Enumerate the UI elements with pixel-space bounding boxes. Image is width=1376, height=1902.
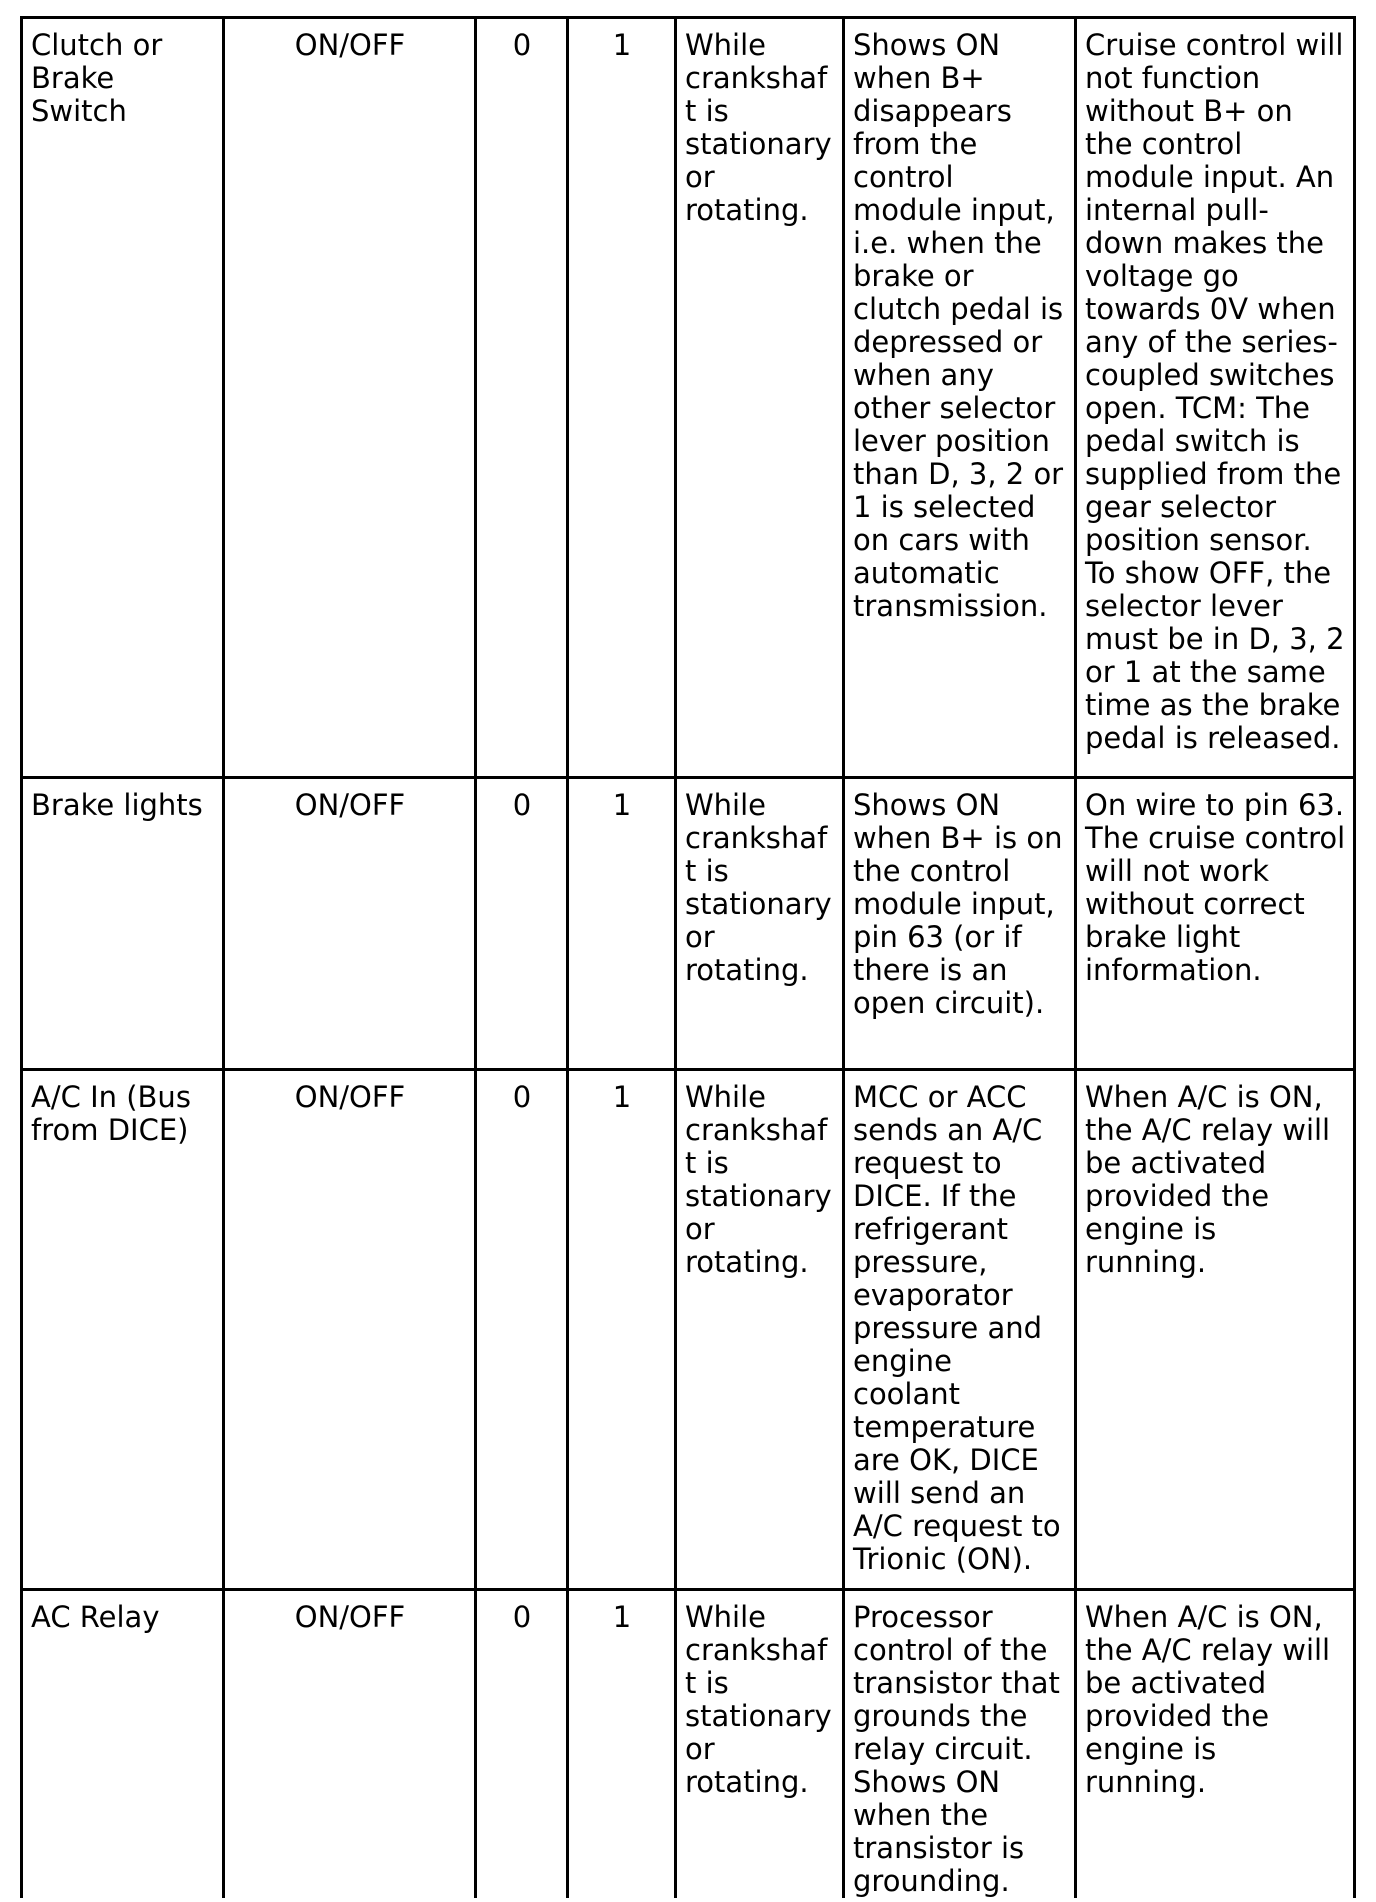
unit-cell: ON/OFF bbox=[224, 1070, 476, 1590]
parameter-name-cell: Brake lights bbox=[22, 778, 224, 1070]
max-value-cell: 1 bbox=[568, 1070, 676, 1590]
table-row bbox=[22, 1590, 1355, 1899]
document-page bbox=[20, 16, 1353, 1896]
condition-cell: While crankshaft is stationary or rotating. bbox=[676, 1590, 844, 1899]
note-cell: On wire to pin 63. The cruise control will not work without correct brake light information. bbox=[1076, 778, 1355, 1070]
condition-cell: While crankshaft is stationary or rotating. bbox=[676, 778, 844, 1070]
unit-cell: ON/OFF bbox=[224, 18, 476, 778]
note-cell: Cruise control will not function without B+ on the control module input. An internal pull-down makes the voltage go towards 0V when any of the series-coupled switches open. TCM: The pedal switch is supplied from the gear selector position sensor. To show OFF, the selector lever must be in D, 3, 2 or 1 at the same time as the brake pedal is released. bbox=[1076, 18, 1355, 778]
condition-cell: While crankshaft is stationary or rotating. bbox=[676, 1070, 844, 1590]
unit-cell: ON/OFF bbox=[224, 1590, 476, 1899]
condition-cell: While crankshaft is stationary or rotating. bbox=[676, 18, 844, 778]
min-value-cell: 0 bbox=[476, 778, 568, 1070]
parameter-table bbox=[20, 16, 1356, 1898]
max-value-cell: 1 bbox=[568, 18, 676, 778]
parameter-name-cell: Clutch or Brake Switch bbox=[22, 18, 224, 778]
note-cell: When A/C is ON, the A/C relay will be activated provided the engine is running. bbox=[1076, 1590, 1355, 1899]
parameter-name-cell: AC Relay bbox=[22, 1590, 224, 1899]
parameter-name-cell: A/C In (Bus from DICE) bbox=[22, 1070, 224, 1590]
min-value-cell: 0 bbox=[476, 1070, 568, 1590]
max-value-cell: 1 bbox=[568, 1590, 676, 1899]
description-cell: Processor control of the transistor that grounds the relay circuit. Shows ON when the transistor is grounding. bbox=[844, 1590, 1076, 1899]
description-cell: Shows ON when B+ is on the control module input, pin 63 (or if there is an open circuit). bbox=[844, 778, 1076, 1070]
table-row bbox=[22, 18, 1355, 778]
table-row bbox=[22, 1070, 1355, 1590]
max-value-cell: 1 bbox=[568, 778, 676, 1070]
note-cell: When A/C is ON, the A/C relay will be activated provided the engine is running. bbox=[1076, 1070, 1355, 1590]
table-row bbox=[22, 778, 1355, 1070]
min-value-cell: 0 bbox=[476, 18, 568, 778]
min-value-cell: 0 bbox=[476, 1590, 568, 1899]
unit-cell: ON/OFF bbox=[224, 778, 476, 1070]
description-cell: MCC or ACC sends an A/C request to DICE. If the refrigerant pressure, evaporator pressure and engine coolant temperature are OK, DICE will send an A/C request to Trionic (ON). bbox=[844, 1070, 1076, 1590]
description-cell: Shows ON when B+ disappears from the control module input, i.e. when the brake or clutch pedal is depressed or when any other selector lever position than D, 3, 2 or 1 is selected on cars with automatic transmission. bbox=[844, 18, 1076, 778]
